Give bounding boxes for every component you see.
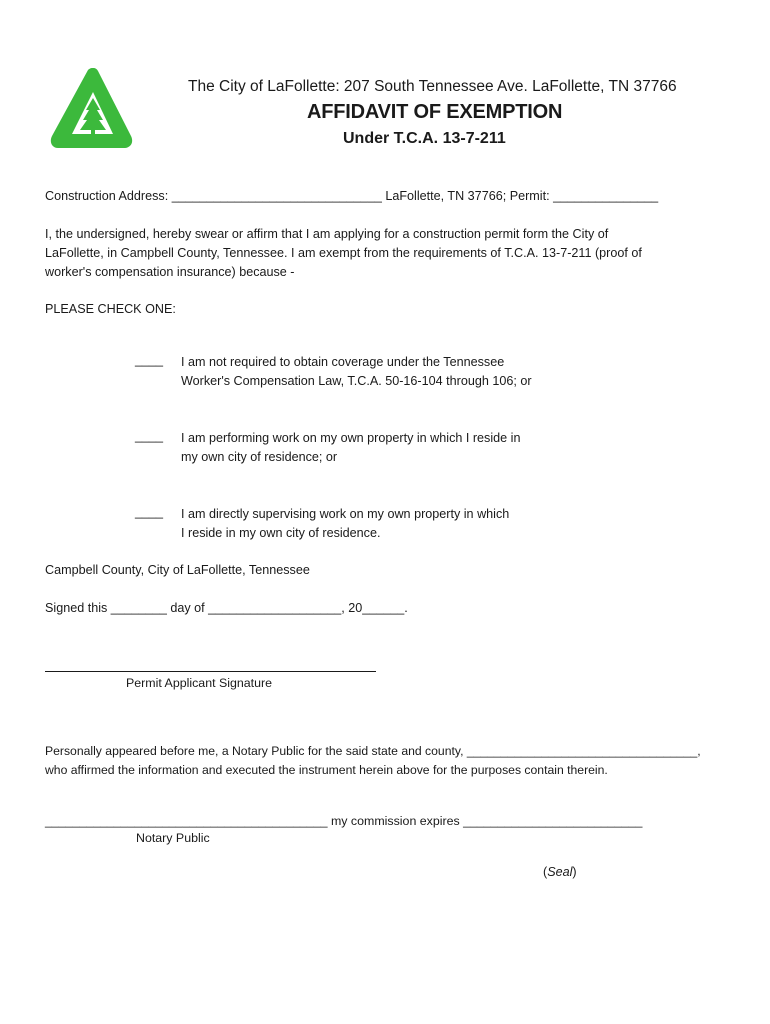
applicant-signature-line[interactable] <box>45 671 376 672</box>
option-line: I am not required to obtain coverage under the Tennessee <box>181 355 505 369</box>
construction-address-line[interactable]: Construction Address: ______________________________ LaFollette, TN 37766; Permit: _______________ <box>45 189 659 203</box>
intro-line: I, the undersigned, hereby swear or affirm that I am applying for a construction permit form the City of <box>45 227 609 241</box>
option-2-checkbox-blank[interactable]: ____ <box>135 429 164 443</box>
applicant-signature-label: Permit Applicant Signature <box>126 676 273 690</box>
notary-signature-commission-line[interactable]: _________________________________________ my commission expires __________________________ <box>45 814 643 828</box>
option-line: I am performing work on my own property in which I reside in <box>181 431 521 445</box>
notary-paragraph <box>45 742 701 780</box>
option-3-text <box>181 505 509 543</box>
seal-label <box>543 865 577 879</box>
option-line: Worker's Compensation Law, T.C.A. 50-16-104 through 106; or <box>181 374 532 388</box>
signed-date-line[interactable]: Signed this ________ day of ___________________, 20______. <box>45 601 408 615</box>
seal-open-paren: ( <box>543 865 548 879</box>
option-2-text <box>181 429 520 467</box>
seal-close-paren: ) <box>572 865 577 879</box>
notary-text-line: who affirmed the information and executed the instrument herein above for the purposes contain therein. <box>45 763 608 777</box>
intro-line: LaFollette, in Campbell County, Tennessee. I am exempt from the requirements of T.C.A. 13-7-211 (proof of <box>45 246 642 260</box>
option-line: my own city of residence; or <box>181 450 338 464</box>
notary-text-line[interactable]: Personally appeared before me, a Notary Public for the said state and county, __________________________________, <box>45 744 701 758</box>
option-line: I am directly supervising work on my own property in which <box>181 507 510 521</box>
check-one-label: PLEASE CHECK ONE: <box>45 302 176 316</box>
option-line: I reside in my own city of residence. <box>181 526 381 540</box>
document-subtitle: Under T.C.A. 13-7-211 <box>343 130 506 147</box>
county-statement: Campbell County, City of LaFollette, Tennessee <box>45 563 310 577</box>
intro-line: worker's compensation insurance) because - <box>45 265 295 279</box>
option-3-checkbox-blank[interactable]: ____ <box>135 505 164 519</box>
seal-text: Seal <box>547 865 573 879</box>
intro-paragraph <box>45 225 725 282</box>
option-1-text <box>181 353 532 391</box>
city-address-header: The City of LaFollette: 207 South Tennessee Ave. LaFollette, TN 37766 <box>188 78 677 95</box>
city-logo <box>50 68 134 150</box>
option-1-checkbox-blank[interactable]: ____ <box>135 353 164 367</box>
document-title: AFFIDAVIT OF EXEMPTION <box>307 101 563 123</box>
notary-public-label: Notary Public <box>136 831 210 845</box>
